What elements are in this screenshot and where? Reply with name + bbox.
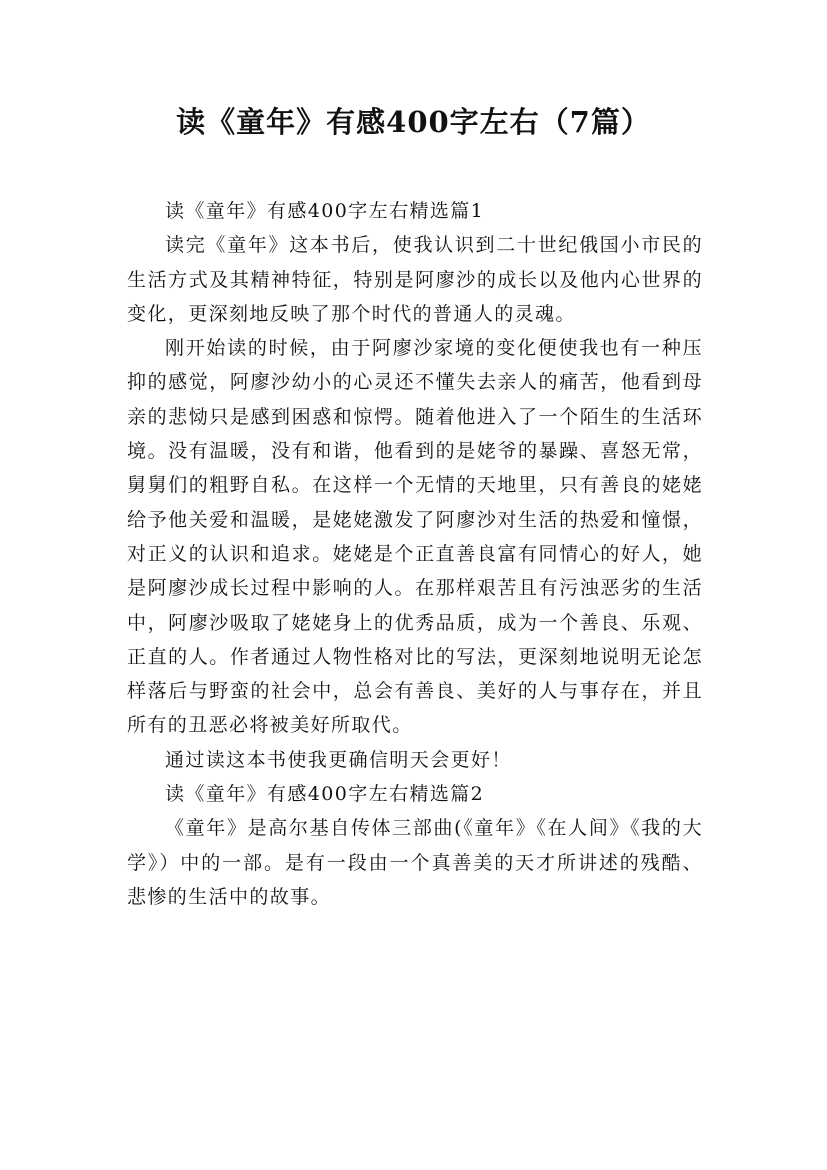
section-heading-1: 读《童年》有感400字左右精选篇1 xyxy=(165,200,485,222)
section-heading-2: 读《童年》有感400字左右精选篇2 xyxy=(165,783,485,806)
document-body xyxy=(127,194,703,914)
document-title: 读《童年》有感400字左右（7篇） xyxy=(176,105,651,139)
paragraph: 读完《童年》这本书后，使我认识到二十世纪俄国小市民的生活方式及其精神特征，特别是阿廖沙的成长以及他内心世界的变化，更深刻地反映了那个时代的普通人的灵魂。 xyxy=(127,234,703,325)
paragraph: 通过读这本书使我更确信明天会更好！ xyxy=(165,748,512,771)
paragraph: 刚开始读的时候，由于阿廖沙家境的变化便使我也有一种压抑的感觉，阿廖沙幼小的心灵还不懂失去亲人的痛苦，他看到母亲的悲恸只是感到困惑和惊愕。随着他进入了一个陌生的生活环境。没有温暖，没有和谐，他看到的是姥爷的暴躁、喜怒无常，舅舅们的粗野自私。在这样一个无情的天地里，只有善良的姥姥给予他关爱和温暖，是姥姥激发了阿廖沙对生活的热爱和憧憬，对正义的认识和追求。姥姥是个正直善良富有同情心的好人，她是阿廖沙成长过程中影响的人。在那样艰苦且有污浊恶劣的生活中，阿廖沙吸取了姥姥身上的优秀品质，成为一个善良、乐观、正直的人。作者通过人物性格对比的写法，更深刻地说明无论怎样落后与野蛮的社会中，总会有善良、美好的人与事存在，并且所有的丑恶必将被美好所取代。 xyxy=(127,337,703,737)
paragraph: 《童年》是高尔基自传体三部曲(《童年》《在人间》《我的大学》）中的一部。是有一段由一个真善美的天才所讲述的残酷、悲惨的生活中的故事。 xyxy=(127,817,703,908)
